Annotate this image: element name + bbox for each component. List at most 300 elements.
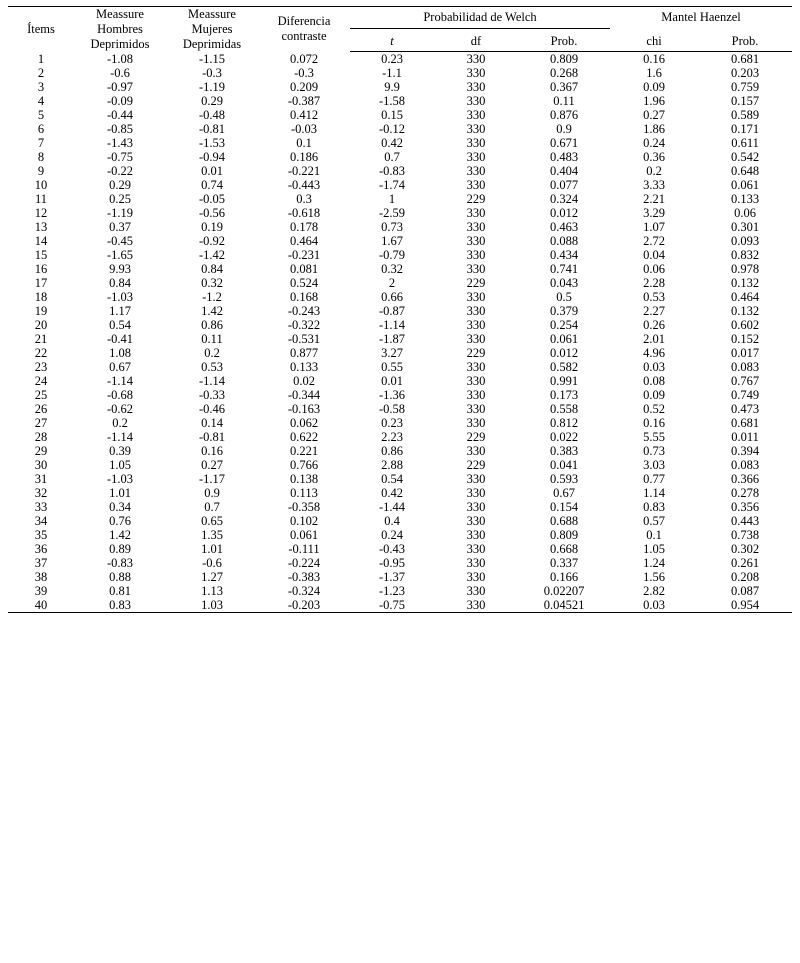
cell-df: 330 [466, 485, 486, 500]
cell-chi: 2.21 [643, 191, 665, 206]
cell-prob_mh: 0.302 [730, 541, 760, 556]
cell-item: 20 [34, 317, 48, 332]
cell-men: -1.19 [106, 205, 134, 220]
cell-chi: 1.24 [643, 555, 665, 570]
cell-prob_mh: 0.443 [730, 513, 760, 528]
cell-item: 33 [34, 499, 48, 514]
cell-df: 330 [466, 569, 486, 584]
cell-t: -1.1 [382, 65, 402, 80]
cell-diff: 0.138 [289, 471, 319, 486]
cell-prob_welch: 0.154 [549, 499, 579, 514]
cell-diff: 0.062 [289, 415, 319, 430]
cell-chi: 0.27 [643, 107, 665, 122]
cell-df: 330 [466, 373, 486, 388]
cell-chi: 0.83 [643, 499, 665, 514]
cell-women: 0.27 [201, 457, 223, 472]
cell-df: 330 [466, 79, 486, 94]
cell-prob_welch: 0.5 [556, 289, 572, 304]
cell-men: 0.39 [109, 443, 131, 458]
cell-prob_welch: 0.671 [549, 135, 579, 150]
cell-prob_welch: 0.434 [549, 247, 579, 262]
cell-men: -1.03 [106, 289, 134, 304]
cell-prob_welch: 0.088 [549, 233, 579, 248]
cell-men: 1.17 [109, 303, 131, 318]
cell-df: 330 [466, 289, 486, 304]
cell-diff: 0.766 [289, 457, 319, 472]
cell-chi: 0.04 [643, 247, 665, 262]
table-row [8, 164, 792, 178]
cell-t: -1.37 [378, 569, 406, 584]
header-label-measure-women-line2: Mujeres [191, 21, 233, 36]
cell-chi: 0.73 [643, 443, 665, 458]
cell-women: -0.6 [202, 555, 222, 570]
cell-men: 1.01 [109, 485, 131, 500]
cell-diff: 0.02 [293, 373, 315, 388]
cell-df: 330 [466, 527, 486, 542]
cell-diff: -0.618 [287, 205, 321, 220]
cell-chi: 1.86 [643, 121, 665, 136]
cell-diff: -0.224 [287, 555, 321, 570]
cell-diff: 0.524 [289, 275, 319, 290]
cell-t: 0.55 [381, 359, 403, 374]
cell-item: 24 [34, 373, 48, 388]
cell-prob_mh: 0.203 [730, 65, 760, 80]
cell-prob_welch: 0.876 [549, 107, 579, 122]
cell-item: 9 [37, 163, 45, 178]
cell-df: 330 [466, 261, 486, 276]
cell-chi: 2.27 [643, 303, 665, 318]
cell-women: 0.01 [201, 163, 223, 178]
cell-t: -0.58 [378, 401, 406, 416]
cell-men: 0.89 [109, 541, 131, 556]
table-row [8, 472, 792, 486]
cell-prob_welch: 0.809 [549, 527, 579, 542]
table-row [8, 66, 792, 80]
cell-df: 330 [466, 555, 486, 570]
cell-men: -0.6 [110, 65, 130, 80]
cell-men: 0.54 [109, 317, 131, 332]
cell-prob_mh: 0.157 [730, 93, 760, 108]
table-row [8, 346, 792, 360]
cell-diff: -0.531 [287, 331, 321, 346]
cell-men: -1.65 [106, 247, 134, 262]
cell-item: 4 [37, 93, 45, 108]
cell-item: 36 [34, 541, 48, 556]
cell-prob_mh: 0.759 [730, 79, 760, 94]
cell-item: 17 [34, 275, 48, 290]
table-row [8, 206, 792, 220]
cell-women: 1.35 [201, 527, 223, 542]
cell-item: 22 [34, 345, 48, 360]
cell-item: 8 [37, 149, 45, 164]
header-label-difference-line2: contraste [281, 29, 327, 44]
cell-item: 16 [34, 261, 48, 276]
cell-men: 9.93 [109, 261, 131, 276]
cell-df: 330 [466, 541, 486, 556]
cell-item: 6 [37, 121, 45, 136]
cell-chi: 2.72 [643, 233, 665, 248]
cell-prob_mh: 0.366 [730, 471, 760, 486]
cell-women: -0.94 [198, 149, 226, 164]
cell-t: -0.75 [350, 598, 434, 613]
cell-chi: 0.1 [646, 527, 662, 542]
cell-chi: 0.03 [610, 598, 698, 613]
cell-item: 34 [34, 513, 48, 528]
cell-t: 0.32 [381, 261, 403, 276]
cell-men: 1.42 [109, 527, 131, 542]
cell-men: -0.85 [106, 121, 134, 136]
cell-women: 1.13 [201, 583, 223, 598]
cell-chi: 1.05 [643, 541, 665, 556]
cell-item: 10 [34, 177, 48, 192]
cell-women: -1.42 [198, 247, 226, 262]
cell-diff: 0.113 [290, 485, 318, 500]
cell-t: -1.14 [378, 317, 406, 332]
cell-women: -0.48 [198, 107, 226, 122]
cell-diff: 0.072 [289, 51, 319, 66]
cell-chi: 2.28 [643, 275, 665, 290]
column-header-items [8, 7, 74, 52]
table-row [8, 262, 792, 276]
cell-diff: 0.412 [289, 107, 319, 122]
cell-t: 3.27 [381, 345, 403, 360]
cell-women: 0.29 [201, 93, 223, 108]
cell-prob_mh: 0.017 [730, 345, 760, 360]
cell-t: -0.12 [378, 121, 406, 136]
column-header-mh-prob: Prob. [698, 32, 792, 52]
table-row [8, 248, 792, 262]
cell-prob_welch: 0.166 [549, 569, 579, 584]
cell-df: 229 [466, 191, 486, 206]
table-row [8, 332, 792, 346]
cell-prob_mh: 0.06 [734, 205, 756, 220]
table-row [8, 122, 792, 136]
cell-t: -1.23 [378, 583, 406, 598]
cell-df: 330 [466, 303, 486, 318]
cell-women: 0.65 [201, 513, 223, 528]
cell-df: 330 [466, 149, 486, 164]
cell-item: 40 [8, 598, 74, 613]
cell-prob_mh: 0.978 [730, 261, 760, 276]
cell-prob_welch: 0.043 [549, 275, 579, 290]
cell-prob_welch: 0.668 [549, 541, 579, 556]
cell-diff: -0.322 [287, 317, 321, 332]
cell-chi: 2.01 [643, 331, 665, 346]
cell-women: -0.92 [198, 233, 226, 248]
cell-t: -0.79 [378, 247, 406, 262]
cell-men: -1.14 [106, 429, 134, 444]
cell-men: -0.83 [106, 555, 134, 570]
column-header-welch-df: df [434, 32, 518, 52]
table-row [8, 304, 792, 318]
cell-women: 0.84 [201, 261, 223, 276]
cell-chi: 0.2 [646, 163, 662, 178]
cell-chi: 1.56 [643, 569, 665, 584]
cell-item: 21 [34, 331, 48, 346]
cell-men: -0.45 [106, 233, 134, 248]
cell-men: -1.03 [106, 471, 134, 486]
cell-chi: 1.96 [643, 93, 665, 108]
cell-prob_mh: 0.648 [730, 163, 760, 178]
column-header-difference [258, 7, 350, 52]
table-row [8, 136, 792, 150]
cell-chi: 0.09 [643, 79, 665, 94]
cell-prob_welch: 0.9 [556, 121, 572, 136]
cell-prob_welch: 0.379 [549, 303, 579, 318]
cell-prob_welch: 0.741 [549, 261, 579, 276]
cell-men: -0.44 [106, 107, 134, 122]
column-header-measure-women [166, 7, 258, 52]
cell-men: -0.41 [106, 331, 134, 346]
table-row [8, 360, 792, 374]
cell-item: 19 [34, 303, 48, 318]
cell-df: 330 [466, 331, 486, 346]
cell-item: 30 [34, 457, 48, 472]
table-row [8, 388, 792, 402]
cell-prob_mh: 0.681 [730, 415, 760, 430]
table-body [8, 51, 792, 612]
cell-prob_mh: 0.093 [730, 233, 760, 248]
cell-t: -0.43 [378, 541, 406, 556]
cell-diff: -0.221 [287, 163, 321, 178]
table-header [8, 7, 792, 52]
cell-item: 26 [34, 401, 48, 416]
cell-diff: -0.383 [287, 569, 321, 584]
cell-item: 29 [34, 443, 48, 458]
cell-diff: -0.387 [287, 93, 321, 108]
column-header-measure-men [74, 7, 166, 52]
cell-item: 3 [37, 79, 45, 94]
cell-prob_welch: 0.593 [549, 471, 579, 486]
cell-t: 0.01 [381, 373, 403, 388]
cell-prob_mh: 0.602 [730, 317, 760, 332]
table-row [8, 598, 792, 613]
cell-prob_mh: 0.208 [730, 569, 760, 584]
cell-df: 330 [466, 583, 486, 598]
cell-women: 0.32 [201, 275, 223, 290]
header-row-top [8, 7, 792, 32]
table-row [8, 150, 792, 164]
table-row [8, 234, 792, 248]
table-row [8, 514, 792, 528]
cell-diff: 0.133 [289, 359, 319, 374]
cell-df: 330 [466, 205, 486, 220]
cell-women: -1.53 [198, 135, 226, 150]
cell-item: 2 [37, 65, 45, 80]
table-row [8, 220, 792, 234]
table-row [8, 318, 792, 332]
table-row [8, 542, 792, 556]
header-label-measure-women-line1: Meassure [188, 7, 236, 21]
cell-women: -0.3 [202, 65, 222, 80]
column-header-welch-t: t [350, 32, 434, 52]
cell-prob_mh: 0.261 [730, 555, 760, 570]
cell-chi: 5.55 [643, 429, 665, 444]
cell-df: 330 [466, 471, 486, 486]
group-label-mantel-haenszel: Mantel Haenzel [661, 10, 741, 25]
cell-prob_mh: 0.356 [730, 499, 760, 514]
cell-prob_mh: 0.394 [730, 443, 760, 458]
cell-chi: 1.07 [643, 219, 665, 234]
cell-df: 330 [466, 219, 486, 234]
cell-df: 330 [466, 233, 486, 248]
cell-item: 31 [34, 471, 48, 486]
cell-df: 330 [466, 163, 486, 178]
cell-chi: 3.29 [643, 205, 665, 220]
header-label-measure-men-line2: Hombres [97, 21, 143, 36]
cell-diff: -0.324 [287, 583, 321, 598]
cell-df: 330 [466, 51, 486, 66]
cell-men: 0.67 [109, 359, 131, 374]
cell-t: 9.9 [384, 79, 400, 94]
cell-df: 330 [466, 135, 486, 150]
cell-t: 2.88 [381, 457, 403, 472]
cell-t: 0.66 [381, 289, 403, 304]
cell-prob_mh: 0.589 [730, 107, 760, 122]
cell-men: 0.25 [109, 191, 131, 206]
cell-diff: 0.102 [289, 513, 319, 528]
cell-diff: -0.163 [287, 401, 321, 416]
cell-t: 0.73 [381, 219, 403, 234]
cell-df: 330 [466, 401, 486, 416]
cell-t: -1.58 [378, 93, 406, 108]
cell-women: 1.27 [201, 569, 223, 584]
cell-prob_mh: 0.087 [730, 583, 760, 598]
cell-t: 0.15 [381, 107, 403, 122]
cell-prob_welch: 0.11 [553, 93, 575, 108]
cell-prob_welch: 0.324 [549, 191, 579, 206]
cell-men: 0.84 [109, 275, 131, 290]
cell-prob_mh: 0.749 [730, 387, 760, 402]
cell-item: 14 [34, 233, 48, 248]
cell-t: -1.44 [378, 499, 406, 514]
table-row [8, 570, 792, 584]
table-row [8, 290, 792, 304]
cell-item: 23 [34, 359, 48, 374]
cell-women: -1.19 [198, 79, 226, 94]
table-row [8, 584, 792, 598]
table-row [8, 94, 792, 108]
cell-item: 32 [34, 485, 48, 500]
cell-item: 28 [34, 429, 48, 444]
cell-prob_welch: 0.809 [549, 51, 579, 66]
cell-men: -0.62 [106, 401, 134, 416]
cell-prob_welch: 0.582 [549, 359, 579, 374]
cell-men: -0.68 [106, 387, 134, 402]
cell-t: 2.23 [381, 429, 403, 444]
cell-df: 330 [466, 247, 486, 262]
cell-prob_welch: 0.67 [553, 485, 575, 500]
cell-prob_mh: 0.542 [730, 149, 760, 164]
cell-women: -0.81 [198, 429, 226, 444]
cell-df: 330 [466, 443, 486, 458]
cell-item: 7 [37, 135, 45, 150]
cell-diff: 0.178 [289, 219, 319, 234]
group-header-welch [350, 7, 610, 32]
cell-women: 0.7 [204, 499, 220, 514]
table-row [8, 402, 792, 416]
cell-item: 18 [34, 289, 48, 304]
cell-df: 330 [466, 121, 486, 136]
cell-prob_welch: 0.268 [549, 65, 579, 80]
cell-df: 330 [466, 499, 486, 514]
cell-women: 1.42 [201, 303, 223, 318]
cell-prob_mh: 0.083 [730, 457, 760, 472]
header-label-items: Ítems [27, 21, 55, 36]
cell-prob_mh: 0.464 [730, 289, 760, 304]
cell-women: 0.14 [201, 415, 223, 430]
cell-chi: 0.26 [643, 317, 665, 332]
table-row [8, 500, 792, 514]
cell-t: 0.7 [384, 149, 400, 164]
cell-prob_mh: 0.738 [730, 527, 760, 542]
cell-diff: 0.221 [289, 443, 319, 458]
cell-men: 0.29 [109, 177, 131, 192]
cell-chi: 0.77 [643, 471, 665, 486]
cell-prob_welch: 0.041 [549, 457, 579, 472]
cell-prob_welch: 0.991 [549, 373, 579, 388]
table-row [8, 51, 792, 66]
cell-df: 229 [466, 345, 486, 360]
cell-diff: 0.209 [289, 79, 319, 94]
cell-diff: -0.203 [258, 598, 350, 613]
cell-prob_welch: 0.337 [549, 555, 579, 570]
cell-chi: 0.24 [643, 135, 665, 150]
cell-diff: 0.622 [289, 429, 319, 444]
cell-item: 37 [34, 555, 48, 570]
table-row [8, 374, 792, 388]
cell-diff: -0.03 [290, 121, 318, 136]
cell-prob_welch: 0.812 [549, 415, 579, 430]
cell-t: 2 [388, 275, 396, 290]
cell-prob_mh: 0.301 [730, 219, 760, 234]
cell-men: 1.05 [109, 457, 131, 472]
cell-t: -0.83 [378, 163, 406, 178]
cell-prob_mh: 0.832 [730, 247, 760, 262]
cell-prob_mh: 0.011 [731, 429, 759, 444]
cell-t: -2.59 [378, 205, 406, 220]
cell-diff: -0.243 [287, 303, 321, 318]
cell-men: -1.14 [106, 373, 134, 388]
header-label-measure-women-line3: Deprimidas [182, 36, 242, 51]
cell-item: 5 [37, 107, 45, 122]
cell-df: 330 [466, 317, 486, 332]
cell-diff: -0.344 [287, 387, 321, 402]
cell-women: 1.01 [201, 541, 223, 556]
cell-women: -1.15 [198, 51, 226, 66]
cell-women: 0.16 [201, 443, 223, 458]
cell-men: 0.2 [112, 415, 128, 430]
cell-chi: 0.06 [643, 261, 665, 276]
cell-diff: -0.231 [287, 247, 321, 262]
cell-diff: 0.061 [289, 527, 319, 542]
cell-t: -1.36 [378, 387, 406, 402]
cell-prob_mh: 0.473 [730, 401, 760, 416]
cell-prob_welch: 0.077 [549, 177, 579, 192]
cell-prob_welch: 0.558 [549, 401, 579, 416]
cell-chi: 0.53 [643, 289, 665, 304]
cell-prob_mh: 0.767 [730, 373, 760, 388]
cell-item: 35 [34, 527, 48, 542]
group-label-welch: Probabilidad de Welch [350, 10, 610, 29]
table-row [8, 528, 792, 542]
cell-chi: 3.03 [643, 457, 665, 472]
cell-df: 330 [466, 65, 486, 80]
cell-prob_mh: 0.061 [730, 177, 760, 192]
group-header-mantel-haenszel [610, 7, 792, 32]
cell-prob_welch: 0.061 [549, 331, 579, 346]
cell-item: 27 [34, 415, 48, 430]
